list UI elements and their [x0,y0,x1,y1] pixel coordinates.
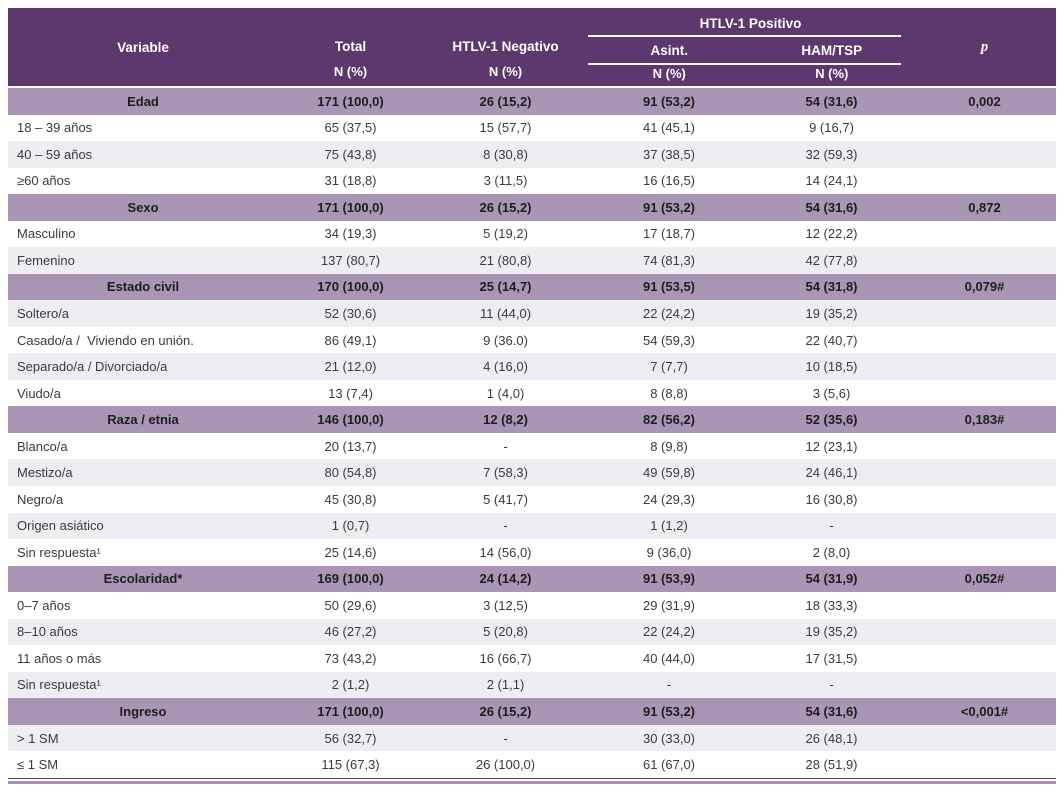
section-row [8,698,1056,725]
negative-cell: - [503,438,508,454]
negative-cell: 9 (36.0) [483,332,528,348]
total-cell: 13 (7,4) [328,385,373,401]
pvalue-cell [913,115,1056,142]
header-asint: Asint. [650,42,688,58]
negative-cell: 5 (19,2) [483,226,528,242]
variable-cell: Soltero/a [17,306,70,322]
data-row [8,513,1056,540]
pvalue-cell: 0,002 [968,93,1001,109]
data-row [8,592,1056,619]
variable-cell: Escolaridad* [103,571,183,587]
variable-cell: 8–10 años [17,624,78,640]
variable-cell: Separado/a / Divorciado/a [17,359,168,375]
asint-cell: - [666,677,672,693]
pvalue-cell [913,486,1056,513]
total-cell: 2 (1,2) [331,677,370,693]
variable-cell: Mestizo/a [17,465,73,481]
data-row [8,115,1056,142]
asint-cell: 74 (81,3) [642,252,696,268]
hamtsp-cell: 54 (31,8) [805,279,858,295]
negative-cell: 4 (16,0) [483,359,528,375]
data-row [8,221,1056,248]
total-cell: 31 (18,8) [324,173,377,189]
pvalue-cell [913,221,1056,248]
asint-cell: 9 (36,0) [646,544,692,560]
total-cell: 137 (80,7) [320,252,381,268]
pvalue-cell: 0,183# [964,412,1005,428]
data-row [8,486,1056,513]
variable-cell: Blanco/a [17,438,68,454]
negative-cell: 5 (20,8) [483,624,528,640]
section-row [8,406,1056,433]
pvalue-cell [913,433,1056,460]
data-row [8,433,1056,460]
total-cell: 34 (19,3) [324,226,377,242]
variable-cell: Estado civil [106,279,180,295]
data-row [8,380,1056,407]
pvalue-cell [913,300,1056,327]
variable-cell: Viudo/a [17,385,61,401]
total-cell: 73 (43,2) [324,650,377,666]
total-cell: 115 (67,3) [321,757,380,773]
header-variable: Variable [117,39,169,55]
hamtsp-cell: 24 (46,1) [805,465,858,481]
pvalue-cell [913,592,1056,619]
pvalue-cell [913,141,1056,168]
variable-cell: 18 – 39 años [17,120,93,136]
pvalue-cell [913,380,1056,407]
total-cell: 56 (32,7) [324,730,377,746]
hamtsp-cell: 54 (31,6) [805,703,858,719]
variable-cell: Femenino [17,252,75,268]
hamtsp-cell: 42 (77,8) [805,252,858,268]
header-hamtsp-npct: N (%) [815,66,849,81]
section-row [8,274,1056,301]
asint-cell: 40 (44,0) [642,650,696,666]
header-htlv1-positivo: HTLV-1 Positivo [699,16,802,31]
header-total-npct: N (%) [333,63,368,79]
total-cell: 171 (100,0) [317,199,384,215]
asint-cell: 91 (53,5) [642,279,696,295]
pvalue-cell [913,619,1056,646]
negative-cell: 21 (80,8) [479,252,532,268]
total-cell: 65 (37,5) [324,120,377,136]
pvalue-cell: <0,001# [960,703,1009,719]
negative-cell: 11 (44,0) [479,306,532,322]
hamtsp-cell: - [829,677,834,693]
variable-cell: Casado/a / Viviendo en unión. [17,332,194,348]
hamtsp-cell: 19 (35,2) [805,624,858,640]
variable-cell: Sin respuesta¹ [17,677,101,693]
data-row [8,141,1056,168]
hamtsp-cell: 54 (31,6) [805,93,858,109]
total-cell: 21 (12,0) [324,359,377,375]
variable-cell: Sexo [127,199,159,215]
section-row [8,566,1056,593]
header-positive-npct-row [588,65,913,86]
data-row [8,300,1056,327]
total-cell: 50 (29,6) [324,597,377,613]
total-cell: 146 (100,0) [317,412,384,428]
negative-cell: 15 (57,7) [479,120,532,136]
hamtsp-cell: 2 (8,0) [812,544,851,560]
pvalue-cell [913,247,1056,274]
header-htlv1-negativo: HTLV-1 Negativo [452,39,559,54]
hamtsp-cell: 9 (16,7) [809,120,854,136]
pvalue-cell: 0,872 [968,199,1001,215]
hamtsp-cell: 14 (24,1) [805,173,858,189]
negative-cell: 1 (4,0) [486,385,525,401]
data-row [8,247,1056,274]
asint-cell: 91 (53,2) [642,703,696,719]
negative-cell: 14 (56,0) [479,544,532,560]
hamtsp-cell: 54 (31,9) [805,571,858,587]
asint-cell: 22 (24,2) [642,306,696,322]
negative-cell: 5 (41,7) [483,491,528,507]
hamtsp-cell: 10 (18,5) [805,359,858,375]
pvalue-cell: 0,079# [964,279,1005,295]
asint-cell: 22 (24,2) [642,624,696,640]
variable-cell: Masculino [17,226,76,242]
pvalue-cell: 0,052# [964,571,1005,587]
negative-cell: 26 (15,2) [479,199,532,215]
variable-cell: Edad [127,93,159,109]
pvalue-cell [913,168,1056,195]
hamtsp-cell: 17 (31,5) [805,650,858,666]
total-cell: 25 (14,6) [324,544,377,560]
asint-cell: 17 (18,7) [642,226,696,242]
pvalue-cell [913,513,1056,540]
variable-cell: Sin respuesta¹ [17,544,101,560]
header-negative-npct: N (%) [488,63,523,79]
total-cell: 75 (43,8) [324,146,377,162]
pvalue-cell [913,539,1056,566]
total-cell: 170 (100,0) [317,279,384,295]
asint-cell: 8 (8,8) [650,385,688,401]
hamtsp-cell: 22 (40,7) [805,332,858,348]
asint-cell: 54 (59,3) [642,332,696,348]
total-cell: 171 (100,0) [317,703,384,719]
asint-cell: 49 (59,8) [642,465,696,481]
asint-cell: 7 (7,7) [650,359,688,375]
section-row [8,194,1056,221]
negative-cell: 3 (11,5) [483,173,528,189]
total-cell: 80 (54,8) [324,465,377,481]
negative-cell: 16 (66,7) [479,650,532,666]
data-row [8,619,1056,646]
pvalue-cell [913,751,1056,778]
demographics-table [8,8,1056,784]
header-total: Total [334,39,367,54]
data-row [8,353,1056,380]
negative-cell: 3 (12,5) [483,597,528,613]
table-body [8,88,1056,778]
asint-cell: 41 (45,1) [642,120,696,136]
negative-cell: 7 (58,3) [483,465,528,481]
pvalue-cell [913,725,1056,752]
header-positive-subcolumns [588,37,913,63]
table-page [8,8,1056,784]
negative-cell: - [503,518,508,534]
hamtsp-cell: 12 (22,2) [805,226,858,242]
data-row [8,725,1056,752]
hamtsp-cell: 18 (33,3) [805,597,858,613]
hamtsp-cell: 19 (35,2) [805,306,858,322]
asint-cell: 82 (56,2) [642,412,696,428]
negative-cell: 24 (14,2) [479,571,532,587]
pvalue-cell [913,459,1056,486]
asint-cell: 24 (29,3) [642,491,696,507]
data-row [8,168,1056,195]
negative-cell: 25 (14,7) [479,279,532,295]
pvalue-cell [913,645,1056,672]
pvalue-cell [913,672,1056,699]
asint-cell: 91 (53,9) [642,571,696,587]
asint-cell: 37 (38,5) [642,146,696,162]
data-row [8,327,1056,354]
hamtsp-cell: 54 (31,6) [805,199,858,215]
variable-cell: 40 – 59 años [17,146,93,162]
asint-cell: 1 (1,2) [650,518,688,534]
total-cell: 45 (30,8) [324,491,377,507]
negative-cell: 26 (15,2) [479,703,532,719]
asint-cell: 61 (67,0) [642,757,696,773]
data-row [8,459,1056,486]
negative-cell: 26 (15,2) [479,93,532,109]
hamtsp-cell: 26 (48,1) [805,730,858,746]
header-negative-column [423,8,588,86]
data-row [8,751,1056,778]
variable-cell: Negro/a [17,491,64,507]
section-row [8,88,1056,115]
hamtsp-cell: 12 (23,1) [805,438,858,454]
variable-cell: Origen asiático [17,518,104,534]
negative-cell: 8 (30,8) [483,146,528,162]
negative-cell: 26 (100,0) [475,757,536,773]
hamtsp-cell: 3 (5,6) [812,385,851,401]
hamtsp-cell: - [829,518,834,534]
asint-cell: 91 (53,2) [642,93,696,109]
data-row [8,539,1056,566]
table-bottom-accent [8,781,1056,784]
variable-cell: 0–7 años [17,597,71,613]
header-p-value: p [980,38,989,55]
hamtsp-cell: 28 (51,9) [805,757,858,773]
negative-cell: - [503,730,508,746]
total-cell: 171 (100,0) [317,93,384,109]
negative-cell: 12 (8,2) [483,412,528,428]
asint-cell: 29 (31,9) [642,597,696,613]
asint-cell: 16 (16,5) [642,173,696,189]
total-cell: 52 (30,6) [324,306,377,322]
header-asint-npct: N (%) [652,66,686,81]
asint-cell: 30 (33,0) [642,730,696,746]
hamtsp-cell: 52 (35,6) [805,412,858,428]
total-cell: 169 (100,0) [317,571,384,587]
variable-cell: ≤ 1 SM [17,757,59,773]
variable-cell: Raza / etnia [107,412,179,428]
negative-cell: 2 (1,1) [486,677,525,693]
table-header-row [8,8,1056,88]
hamtsp-cell: 16 (30,8) [805,491,858,507]
pvalue-cell [913,327,1056,354]
total-cell: 1 (0,7) [331,518,370,534]
total-cell: 20 (13,7) [324,438,377,454]
pvalue-cell [913,353,1056,380]
hamtsp-cell: 32 (59,3) [805,146,858,162]
data-row [8,645,1056,672]
variable-cell: 11 años o más [17,650,102,666]
variable-cell: ≥60 años [17,173,71,189]
data-row [8,672,1056,699]
header-hamtsp: HAM/TSP [801,42,863,58]
header-positive-group-column [588,8,913,86]
total-cell: 46 (27,2) [324,624,377,640]
header-total-column [278,8,423,86]
asint-cell: 8 (9,8) [650,438,688,454]
asint-cell: 91 (53,2) [642,199,696,215]
variable-cell: > 1 SM [17,730,59,746]
total-cell: 86 (49,1) [324,332,377,348]
variable-cell: Ingreso [119,703,167,719]
